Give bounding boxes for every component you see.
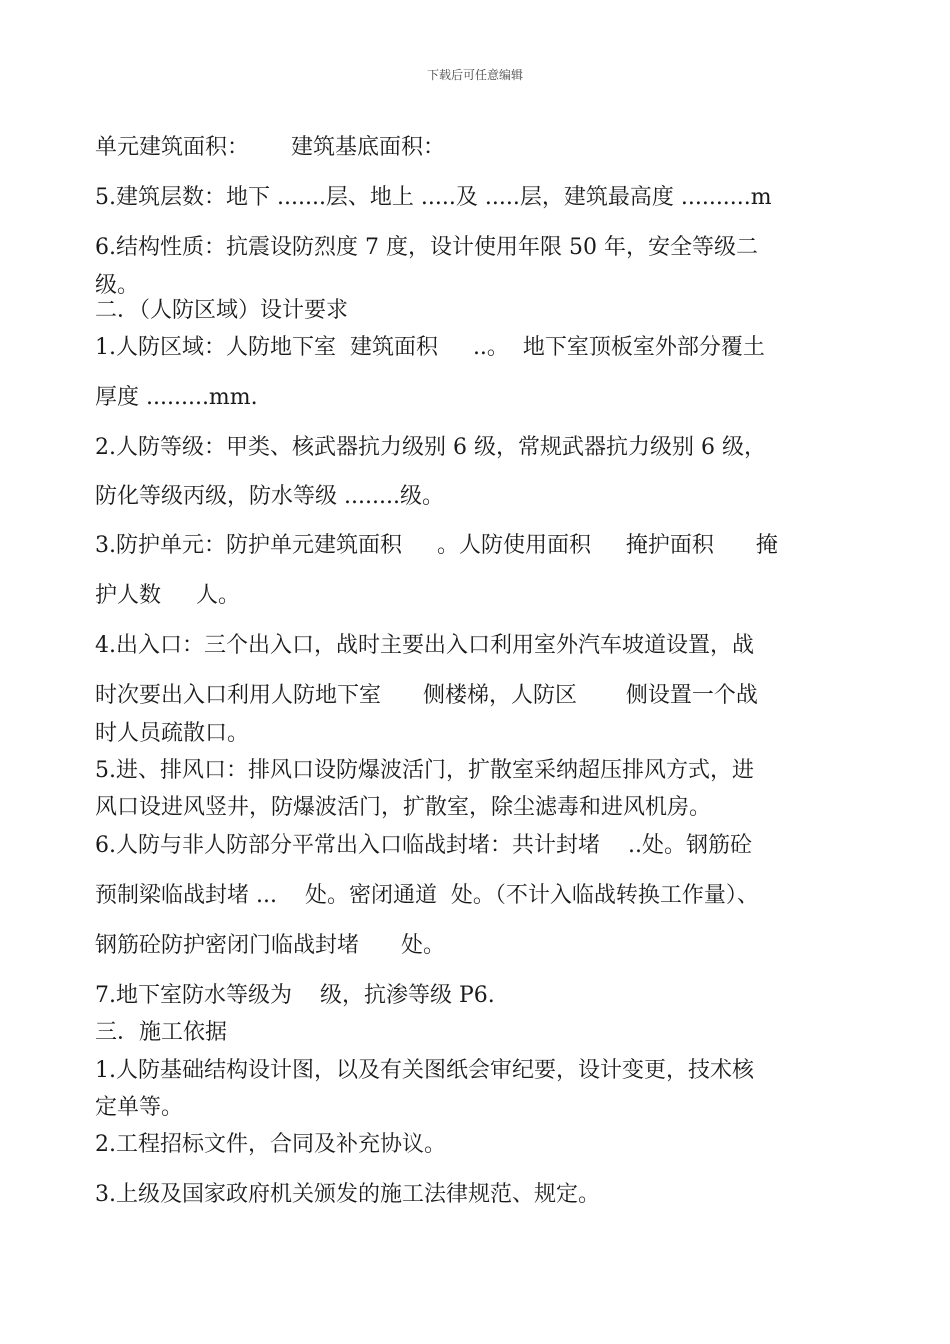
text-line-defense-level-cont: 防化等级丙级，防水等级 ........级。 [95,484,444,509]
text-line-floors: 5.建筑层数：地下 .......层、地上 .....及 .....层，建筑最高度 ..........m [95,185,772,210]
text-line-structure: 6.结构性质：抗震设防烈度 7 度，设计使用年限 50 年，安全等级二 [95,235,758,260]
text-line-basis-1-cont: 定单等。 [95,1095,184,1120]
text-line-protection-unit-cont: 护人数 人。 [95,583,240,608]
section-heading-2: 二．（人防区域）设计要求 [95,298,349,323]
text-line-civil-defense-area: 1.人防区域：人防地下室 建筑面积 ..。 地下室顶板室外部分覆土 [95,335,765,360]
text-line-sealing-cont: 预制梁临战封堵 ... 处。密闭通道 处。（不计入临战转换工作量）、 [95,883,759,908]
text-line-ventilation: 5.进、排风口：排风口设防爆波活门，扩散室采纳超压排风方式，进 [95,758,754,783]
text-line-unit-area: 单元建筑面积： 建筑基底面积： [95,135,445,160]
text-line-entrances-cont: 时次要出入口利用人防地下室 侧楼梯，人防区 侧设置一个战 [95,683,758,708]
text-line-waterproof: 7.地下室防水等级为 级，抗渗等级 P6. [95,983,495,1008]
text-line-basis-2: 2.工程招标文件，合同及补充协议。 [95,1132,446,1157]
text-line-ventilation-cont: 风口设进风竖井，防爆波活门，扩散室，除尘滤毒和进风机房。 [95,795,712,820]
text-line-protection-unit: 3.防护单元：防护单元建筑面积 。人防使用面积 掩护面积 掩 [95,533,778,558]
text-line-basis-3: 3.上级及国家政府机关颁发的施工法律规范、规定。 [95,1182,600,1207]
text-line-entrances: 4.出入口：三个出入口，战时主要出入口利用室外汽车坡道设置，战 [95,633,754,658]
text-line-structure-cont: 级。 [95,273,140,298]
text-line-defense-level: 2.人防等级：甲类、核武器抗力级别 6 级，常规武器抗力级别 6 级， [95,435,766,460]
text-line-sealing-cont-2: 钢筋砼防护密闭门临战封堵 处。 [95,933,445,958]
text-line-basis-1: 1.人防基础结构设计图，以及有关图纸会审纪要，设计变更，技术核 [95,1058,754,1083]
text-line-sealing: 6.人防与非人防部分平常出入口临战封堵：共计封堵 ..处。钢筋砼 [95,833,752,858]
text-line-civil-defense-area-cont: 厚度 .........mm. [95,385,258,410]
page-header-note: 下载后可任意编辑 [426,68,523,82]
text-line-entrances-cont-2: 时人员疏散口。 [95,721,250,746]
section-heading-3: 三．施工依据 [95,1020,228,1045]
